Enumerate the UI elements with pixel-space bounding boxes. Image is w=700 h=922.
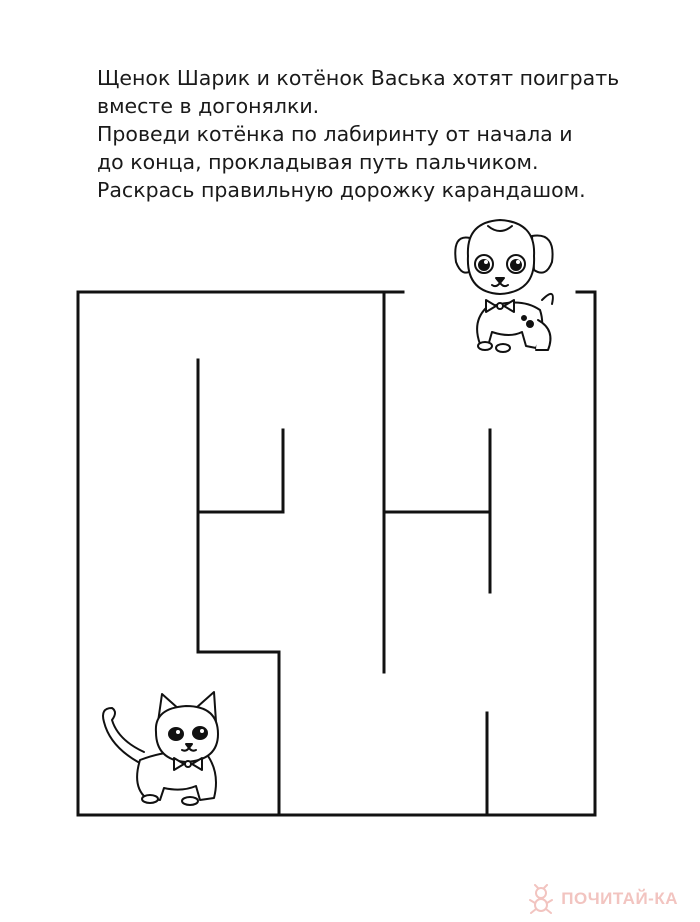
- instruction-line: Проведи котёнка по лабиринту от начала и: [97, 122, 573, 146]
- watermark: [527, 884, 678, 914]
- instruction-line: до конца, прокладывая путь пальчиком.: [97, 150, 539, 174]
- instruction-line: вместе в догонялки.: [97, 94, 320, 118]
- instruction-line: Щенок Шарик и котёнок Васька хотят поиграть: [97, 66, 620, 90]
- puppy-icon: [455, 220, 553, 352]
- ant-mascot-icon: [527, 884, 557, 914]
- watermark-text: ПОЧИТАЙ-КА: [561, 889, 678, 908]
- instruction-line: Раскрась правильную дорожку карандашом.: [97, 178, 586, 202]
- kitten-icon: [103, 692, 218, 805]
